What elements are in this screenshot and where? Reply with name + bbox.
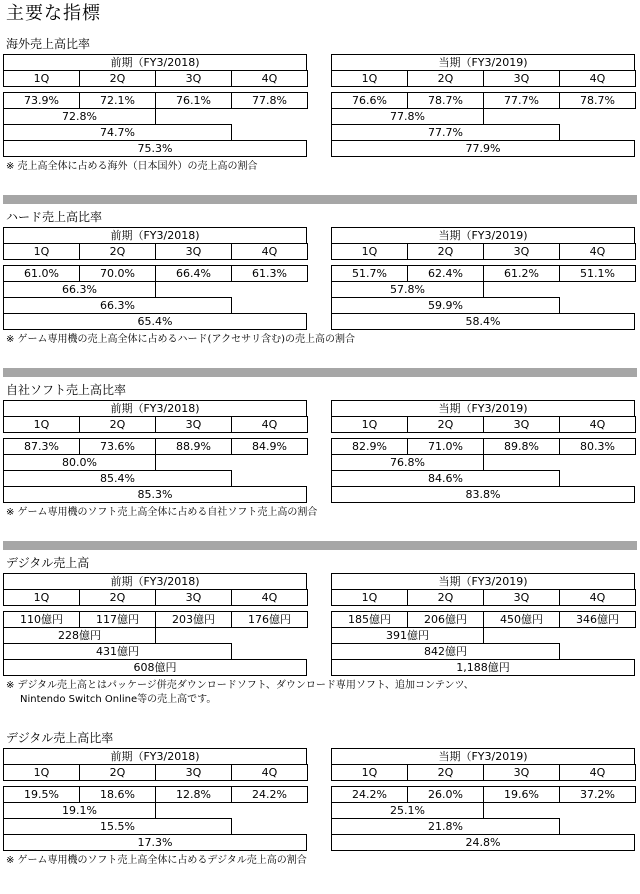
quarter-header: 1Q [3, 416, 80, 433]
section-digital-sales [0, 555, 640, 719]
q1-value: 19.5% [3, 786, 80, 803]
q2-value: 78.7% [407, 92, 484, 109]
quarter-header: 4Q [231, 243, 308, 260]
q3-value: 66.4% [155, 265, 232, 282]
period-header: 前期（FY3/2018) [3, 748, 307, 765]
q2-value: 72.1% [79, 92, 156, 109]
first-half-value: 228億円 [3, 627, 156, 644]
quarter-header: 1Q [3, 764, 80, 781]
section-divider [3, 195, 637, 204]
quarter-header: 4Q [559, 416, 636, 433]
q1-value: 51.7% [331, 265, 408, 282]
section-title: 海外売上高比率 [6, 37, 91, 51]
quarter-header: 2Q [79, 243, 156, 260]
nine-month-value: 842億円 [331, 643, 560, 660]
full-year-value: 77.9% [331, 140, 635, 157]
section-title: 自社ソフト売上高比率 [6, 383, 127, 397]
nine-month-value: 59.9% [331, 297, 560, 314]
q2-value: 73.6% [79, 438, 156, 455]
q2-value: 18.6% [79, 786, 156, 803]
period-header: 前期（FY3/2018) [3, 573, 307, 590]
quarter-header: 4Q [559, 243, 636, 260]
q3-value: 19.6% [483, 786, 560, 803]
section-divider [3, 541, 637, 550]
quarter-header: 1Q [331, 589, 408, 606]
nine-month-value: 15.5% [3, 818, 232, 835]
quarter-header: 1Q [3, 243, 80, 260]
section-note: ※ ゲーム専用機の売上高全体に占めるハード(アクセサリ含む)の売上高の割合 [6, 334, 356, 345]
quarter-header: 1Q [331, 70, 408, 87]
full-year-value: 83.8% [331, 486, 635, 503]
period-header: 当期（FY3/2019) [331, 54, 635, 71]
full-year-value: 24.8% [331, 834, 635, 851]
quarter-header: 4Q [231, 416, 308, 433]
quarter-header: 3Q [155, 589, 232, 606]
period-header: 前期（FY3/2018) [3, 54, 307, 71]
q2-value: 206億円 [407, 611, 484, 628]
q2-value: 117億円 [79, 611, 156, 628]
nine-month-value: 77.7% [331, 124, 560, 141]
section-title: デジタル売上高比率 [6, 731, 114, 745]
q4-value: 37.2% [559, 786, 636, 803]
first-half-value: 25.1% [331, 802, 484, 819]
period-header: 前期（FY3/2018) [3, 227, 307, 244]
q4-value: 346億円 [559, 611, 636, 628]
q4-value: 51.1% [559, 265, 636, 282]
quarter-header: 4Q [231, 70, 308, 87]
full-year-value: 75.3% [3, 140, 307, 157]
quarter-header: 1Q [3, 589, 80, 606]
q1-value: 110億円 [3, 611, 80, 628]
first-half-value: 19.1% [3, 802, 156, 819]
q1-value: 24.2% [331, 786, 408, 803]
quarter-header: 3Q [155, 416, 232, 433]
nine-month-value: 84.6% [331, 470, 560, 487]
full-year-value: 85.3% [3, 486, 307, 503]
q1-value: 76.6% [331, 92, 408, 109]
quarter-header: 1Q [3, 70, 80, 87]
q3-value: 76.1% [155, 92, 232, 109]
quarter-header: 3Q [155, 764, 232, 781]
quarter-header: 3Q [483, 416, 560, 433]
section-digital-sales-ratio [0, 730, 640, 894]
q3-value: 61.2% [483, 265, 560, 282]
q3-value: 12.8% [155, 786, 232, 803]
first-half-value: 76.8% [331, 454, 484, 471]
full-year-value: 65.4% [3, 313, 307, 330]
q1-value: 61.0% [3, 265, 80, 282]
q3-value: 203億円 [155, 611, 232, 628]
section-title: ハード売上高比率 [6, 210, 103, 224]
section-overseas-sales-ratio [0, 36, 640, 200]
quarter-header: 2Q [79, 589, 156, 606]
q4-value: 77.8% [231, 92, 308, 109]
first-half-value: 72.8% [3, 108, 156, 125]
q3-value: 89.8% [483, 438, 560, 455]
quarter-header: 4Q [231, 589, 308, 606]
period-header: 当期（FY3/2019) [331, 400, 635, 417]
q2-value: 70.0% [79, 265, 156, 282]
section-divider [3, 368, 637, 377]
quarter-header: 4Q [231, 764, 308, 781]
quarter-header: 2Q [407, 764, 484, 781]
q3-value: 450億円 [483, 611, 560, 628]
section-first-party-software-ratio [0, 382, 640, 546]
quarter-header: 3Q [483, 589, 560, 606]
q4-value: 24.2% [231, 786, 308, 803]
quarter-header: 2Q [79, 416, 156, 433]
section-note: ※ ゲーム専用機のソフト売上高全体に占める自社ソフト売上高の割合 [6, 507, 318, 518]
q3-value: 88.9% [155, 438, 232, 455]
quarter-header: 3Q [155, 243, 232, 260]
nine-month-value: 85.4% [3, 470, 232, 487]
quarter-header: 2Q [79, 764, 156, 781]
nine-month-value: 66.3% [3, 297, 232, 314]
nine-month-value: 74.7% [3, 124, 232, 141]
first-half-value: 57.8% [331, 281, 484, 298]
q2-value: 71.0% [407, 438, 484, 455]
quarter-header: 2Q [407, 243, 484, 260]
section-note: ※ ゲーム専用機のソフト売上高全体に占めるデジタル売上高の割合 [6, 855, 307, 866]
quarter-header: 4Q [559, 70, 636, 87]
quarter-header: 1Q [331, 416, 408, 433]
quarter-header: 2Q [79, 70, 156, 87]
period-header: 当期（FY3/2019) [331, 227, 635, 244]
first-half-value: 66.3% [3, 281, 156, 298]
quarter-header: 3Q [483, 764, 560, 781]
full-year-value: 1,188億円 [331, 659, 635, 676]
quarter-header: 3Q [483, 70, 560, 87]
nine-month-value: 21.8% [331, 818, 560, 835]
q4-value: 176億円 [231, 611, 308, 628]
period-header: 前期（FY3/2018) [3, 400, 307, 417]
q4-value: 78.7% [559, 92, 636, 109]
nine-month-value: 431億円 [3, 643, 232, 660]
full-year-value: 58.4% [331, 313, 635, 330]
quarter-header: 2Q [407, 416, 484, 433]
q1-value: 73.9% [3, 92, 80, 109]
q1-value: 82.9% [331, 438, 408, 455]
quarter-header: 1Q [331, 243, 408, 260]
quarter-header: 2Q [407, 589, 484, 606]
q2-value: 26.0% [407, 786, 484, 803]
full-year-value: 17.3% [3, 834, 307, 851]
section-hardware-sales-ratio [0, 209, 640, 373]
quarter-header: 4Q [559, 764, 636, 781]
first-half-value: 391億円 [331, 627, 484, 644]
q1-value: 185億円 [331, 611, 408, 628]
first-half-value: 80.0% [3, 454, 156, 471]
section-title: デジタル売上高 [6, 556, 90, 570]
q4-value: 61.3% [231, 265, 308, 282]
period-header: 当期（FY3/2019) [331, 748, 635, 765]
q4-value: 80.3% [559, 438, 636, 455]
section-note: ※ 売上高全体に占める海外（日本国外）の売上高の割合 [6, 161, 258, 172]
quarter-header: 3Q [155, 70, 232, 87]
section-note-continued: Nintendo Switch Online等の売上高です。 [20, 694, 217, 705]
full-year-value: 608億円 [3, 659, 307, 676]
section-note: ※ デジタル売上高とはパッケージ併売ダウンロードソフト、ダウンロード専用ソフト、追加コンテンツ、 [6, 680, 474, 691]
first-half-value: 77.8% [331, 108, 484, 125]
quarter-header: 2Q [407, 70, 484, 87]
q4-value: 84.9% [231, 438, 308, 455]
q1-value: 87.3% [3, 438, 80, 455]
page-title: 主要な指標 [6, 3, 101, 24]
period-header: 当期（FY3/2019) [331, 573, 635, 590]
quarter-header: 4Q [559, 589, 636, 606]
q2-value: 62.4% [407, 265, 484, 282]
q3-value: 77.7% [483, 92, 560, 109]
quarter-header: 3Q [483, 243, 560, 260]
quarter-header: 1Q [331, 764, 408, 781]
